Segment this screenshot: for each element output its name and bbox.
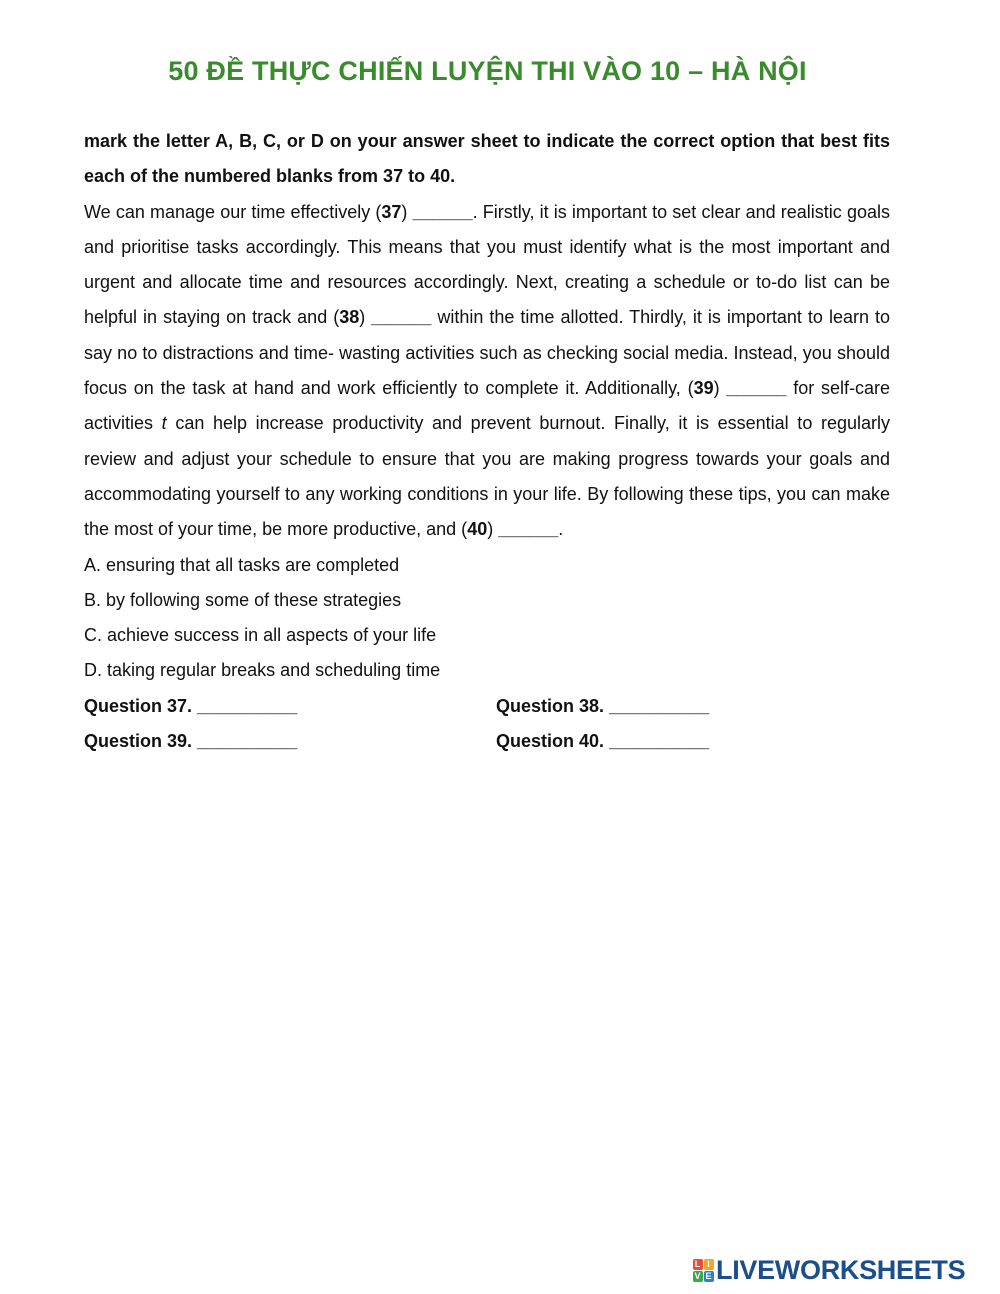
question-38-answer[interactable]: Question 38. __________ (496, 695, 710, 716)
option-a: A. ensuring that all tasks are completed (84, 554, 400, 575)
logo-mark-icon (692, 1258, 714, 1282)
liveworksheets-logo (692, 1254, 965, 1286)
passage-segment: ) (713, 378, 727, 399)
passage-italic-t: t (161, 413, 167, 434)
blank-38: ______ (371, 307, 432, 328)
question-40-answer[interactable]: Question 40. __________ (496, 731, 710, 752)
blank-37: ______ (412, 201, 473, 222)
passage-segment: . Firstly, it is important to set clear and realistic goals and prioritise tasks accordingly. This means that you must identify what is the most important and urgent and allocate time and resources accordingly. Next, creating a schedule or to-do list can be helpful in staying on track and ( (84, 201, 890, 328)
blank-number-40: 40 (467, 519, 488, 540)
passage-segment: . (558, 519, 564, 540)
page-title: 50 ĐỀ THỰC CHIẾN LUYỆN THI VÀO 10 – HÀ NỘI (168, 56, 807, 86)
answer-options (84, 548, 890, 689)
logo-mark-letter: I (704, 1259, 714, 1270)
question-39-answer[interactable]: Question 39. __________ (84, 731, 298, 752)
passage-segment: within the time allotted. Thirdly, it is important to learn to say no to distractions and time- wasting activities such as checking social media. Instead, you should focus on the task at hand and work efficiently to complete it. Additionally, ( (84, 307, 890, 399)
answer-grid (84, 689, 890, 760)
logo-mark-letter: L (693, 1259, 703, 1270)
passage-segment: ) (401, 201, 413, 222)
blank-number-37: 37 (381, 201, 402, 222)
worksheet-content (84, 124, 890, 759)
option-b: B. by following some of these strategies (84, 589, 402, 610)
blank-39: ______ (726, 378, 787, 399)
passage-segment: for self-care activities (84, 378, 891, 434)
logo-mark-letter: E (705, 1271, 712, 1281)
blank-number-39: 39 (693, 378, 714, 399)
reading-passage (84, 195, 890, 548)
option-c: C. achieve success in all aspects of your life (84, 625, 437, 646)
logo-mark-letter: V (694, 1271, 701, 1281)
passage-segment: We can manage our time effectively ( (84, 201, 382, 222)
passage-segment: ) (359, 307, 372, 328)
question-37-answer[interactable]: Question 37. __________ (84, 695, 298, 716)
instruction-text: mark the letter A, B, C, or D on your answer sheet to indicate the correct option that best fits each of the numbered blanks from 37 to 40. (84, 131, 890, 187)
passage-segment: can help increase productivity and prevent burnout. Finally, it is essential to regularly review and adjust your schedule to ensure that you are making progress towards your goals and accommodating yourself to any working conditions in your life. By following these tips, you can make the most of your time, be more productive, and ( (84, 413, 890, 540)
logo-text: LIVEWORKSHEETS (716, 1254, 966, 1285)
passage-segment: ) (487, 519, 499, 540)
option-d: D. taking regular breaks and scheduling time (84, 660, 441, 681)
blank-number-38: 38 (339, 307, 360, 328)
blank-40: ______ (498, 519, 559, 540)
